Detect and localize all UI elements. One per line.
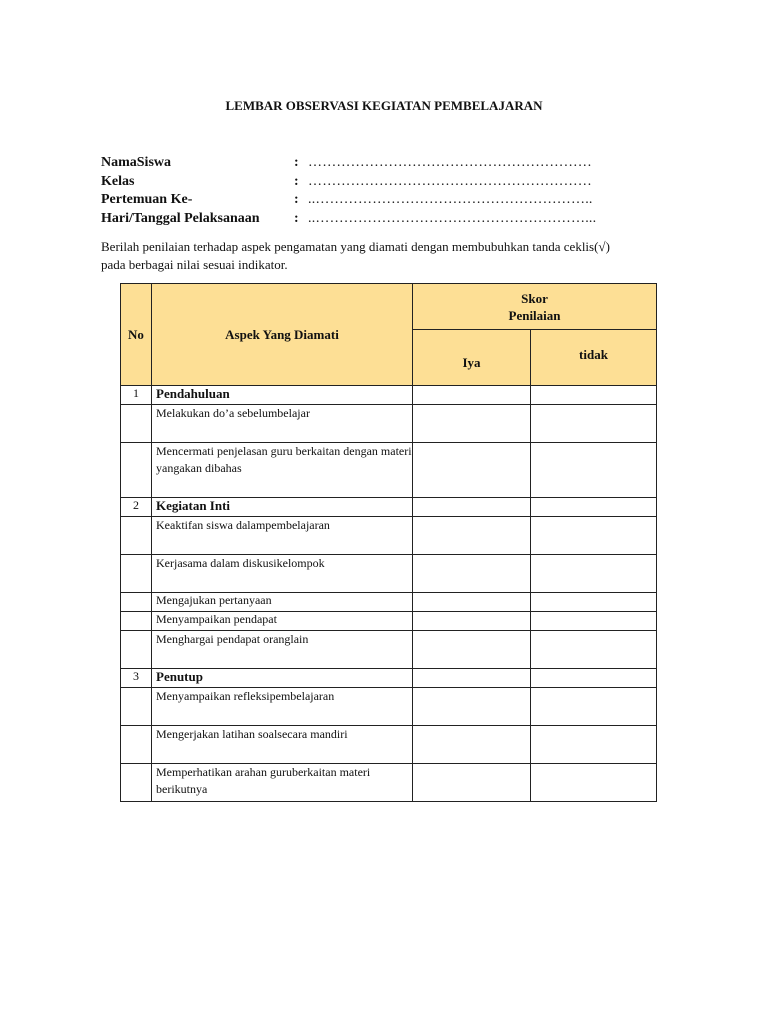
header-aspek: Aspek Yang Diamati (152, 284, 413, 386)
aspek-item: Menyampaikan pendapat (152, 612, 413, 631)
row-number-empty (121, 593, 152, 612)
row-number: 3 (121, 669, 152, 688)
field-colon: : (294, 211, 299, 226)
field-blank[interactable]: ..………………………………………………….. (308, 192, 593, 207)
aspek-item: Keaktifan siswa dalampembelajaran (152, 517, 413, 555)
row-number-empty (121, 726, 152, 764)
score-tidak-cell[interactable] (531, 631, 657, 669)
table-row (121, 764, 657, 802)
field-label: Kelas (101, 174, 135, 189)
score-tidak-cell[interactable] (531, 386, 657, 405)
score-tidak-cell[interactable] (531, 726, 657, 764)
table-row (121, 631, 657, 669)
field-label: Pertemuan Ke- (101, 192, 193, 207)
header-iya (413, 330, 531, 386)
table-row (121, 443, 657, 498)
score-iya-cell[interactable] (413, 386, 531, 405)
table-row (121, 517, 657, 555)
score-tidak-cell[interactable] (531, 517, 657, 555)
score-tidak-cell[interactable] (531, 669, 657, 688)
page-title: LEMBAR OBSERVASI KEGIATAN PEMBELAJARAN (225, 98, 543, 113)
row-number-empty (121, 517, 152, 555)
table-row (121, 688, 657, 726)
score-iya-cell[interactable] (413, 593, 531, 612)
row-number-empty (121, 688, 152, 726)
score-tidak-cell[interactable] (531, 612, 657, 631)
row-number-empty (121, 612, 152, 631)
score-iya-cell[interactable] (413, 555, 531, 593)
field-colon: : (294, 174, 299, 189)
header-no: No (121, 284, 152, 386)
score-iya-cell[interactable] (413, 631, 531, 669)
score-tidak-cell[interactable] (531, 764, 657, 802)
score-iya-cell[interactable] (413, 612, 531, 631)
aspek-item: Melakukan do’a sebelumbelajar (152, 405, 413, 443)
header-tidak-label: tidak (579, 346, 608, 362)
aspek-item: Mengerjakan latihan soalsecara mandiri (152, 726, 413, 764)
score-iya-cell[interactable] (413, 517, 531, 555)
aspek-item: Menghargai pendapat oranglain (152, 631, 413, 669)
table-row (121, 593, 657, 612)
header-tidak (531, 330, 657, 386)
score-tidak-cell[interactable] (531, 593, 657, 612)
field-label: Hari/Tanggal Pelaksanaan (101, 211, 260, 226)
score-iya-cell[interactable] (413, 669, 531, 688)
score-iya-cell[interactable] (413, 688, 531, 726)
table-row (121, 612, 657, 631)
row-number-empty (121, 555, 152, 593)
score-tidak-cell[interactable] (531, 443, 657, 498)
field-blank[interactable]: …………………………………………………… (308, 155, 592, 170)
row-number: 2 (121, 498, 152, 517)
observation-table (120, 283, 657, 802)
header-skor-penilaian (413, 284, 657, 330)
field-label: NamaSiswa (101, 155, 172, 170)
field-colon: : (294, 192, 299, 207)
score-iya-cell[interactable] (413, 764, 531, 802)
header-penilaian: Penilaian (508, 307, 561, 323)
score-iya-cell[interactable] (413, 405, 531, 443)
aspek-item: Menyampaikan refleksipembelajaran (152, 688, 413, 726)
score-iya-cell[interactable] (413, 498, 531, 517)
score-iya-cell[interactable] (413, 443, 531, 498)
section-title: Pendahuluan (152, 386, 413, 405)
header-iya-label: Iya (462, 354, 481, 370)
aspek-item: Mencermati penjelasan guru berkaitan dengan materi yangakan dibahas (152, 443, 413, 498)
row-number: 1 (121, 386, 152, 405)
table-row (121, 386, 657, 405)
field-colon: : (294, 155, 299, 170)
row-number-empty (121, 764, 152, 802)
score-tidak-cell[interactable] (531, 405, 657, 443)
section-title: Penutup (152, 669, 413, 688)
score-iya-cell[interactable] (413, 726, 531, 764)
score-tidak-cell[interactable] (531, 688, 657, 726)
row-number-empty (121, 443, 152, 498)
row-number-empty (121, 405, 152, 443)
aspek-item: Mengajukan pertanyaan (152, 593, 413, 612)
aspek-item: Memperhatikan arahan guruberkaitan materi berikutnya (152, 764, 413, 802)
aspek-item: Kerjasama dalam diskusikelompok (152, 555, 413, 593)
table-row (121, 405, 657, 443)
field-blank[interactable]: …………………………………………………… (308, 174, 592, 189)
table-row (121, 669, 657, 688)
score-tidak-cell[interactable] (531, 498, 657, 517)
score-tidak-cell[interactable] (531, 555, 657, 593)
table-row (121, 555, 657, 593)
table-row (121, 498, 657, 517)
header-skor: Skor (521, 290, 548, 306)
field-blank[interactable]: ..…………………………………………………... (308, 211, 597, 226)
instruction-text: Berilah penilaian terhadap aspek pengamatan yang diamati dengan membubuhkan tanda ceklis(√) pada berbagai nilai sesuai indikator. (101, 239, 610, 272)
section-title: Kegiatan Inti (152, 498, 413, 517)
row-number-empty (121, 631, 152, 669)
table-row (121, 726, 657, 764)
